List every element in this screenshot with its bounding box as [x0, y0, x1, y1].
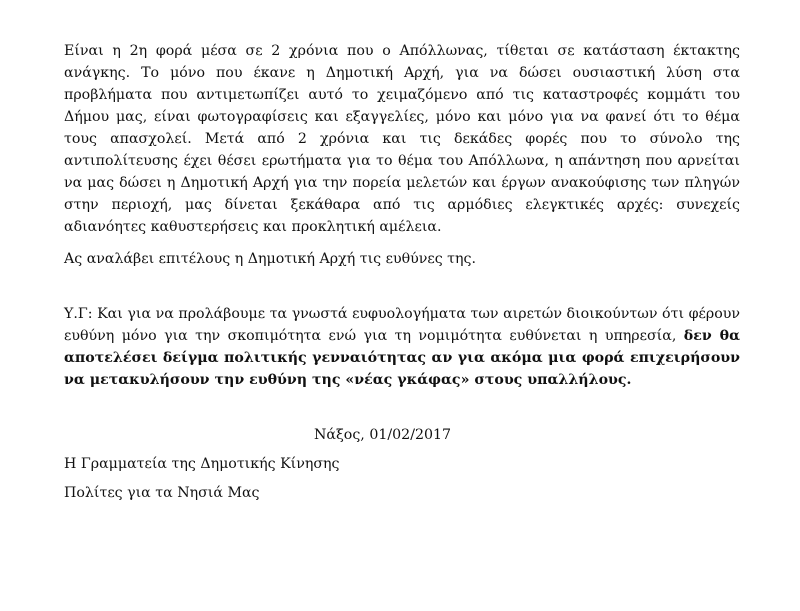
signature-line-2: Πολίτες για τα Νησιά Μας [64, 485, 260, 501]
postscript-bold-text: δεν θα αποτελέσει δείγμα πολιτικής γενναιότητας αν για ακόμα μια φορά επιχειρήσουν να μετακυλήσουν την ευθύνη της «νέας γκάφας» στους υπαλλήλους. [64, 328, 740, 388]
date-line: Νάξος, 01/02/2017 [314, 427, 452, 443]
postscript-text: Υ.Γ: Και για να προλάβουμε τα γνωστά ευφυολογήματα των αιρετών διοικούντων ότι φέρουν ευθύνη μόνο για την σκοπιμότητα ενώ για τη νομιμότητα ευθύνεται η υπηρεσία, [64, 306, 740, 344]
paragraph-postscript [64, 303, 740, 391]
paragraph-main: Είναι η 2η φορά μέσα σε 2 χρόνια που ο Απόλλωνας, τίθεται σε κατάσταση έκτακτης ανάγκης. Το μόνο που έκανε η Δημοτική Αρχή, για να δώσει ουσιαστική λύση στα προβλήματα που αντιμετωπίζει αυτό το χειμαζόμενο από τις καταστροφές κομμάτι του Δήμου μας, είναι φωτογραφίσεις και εξαγγελίες, μόνο και μόνο για να φανεί ότι το θέμα τους απασχολεί. Μετά από 2 χρόνια και τις δεκάδες φορές που το σύνολο της αντιπολίτευσης έχει θέσει ερωτήματα για το θέμα του Απόλλωνα, η απάντηση που αρνείται να μας δώσει η Δημοτική Αρχή για την πορεία μελετών και έργων ανακούφισης των πληγών στην περιοχή, μας δίνεται ξεκάθαρα από τις αρμόδιες ελεγκτικές αρχές: συνεχείς αδιανόητες καθυστερήσεις και προκλητική αμέλεια. [64, 43, 740, 235]
signature-line-1: Η Γραμματεία της Δημοτικής Κίνησης [64, 456, 340, 472]
document-page [64, 40, 740, 511]
paragraph-responsibility: Ας αναλάβει επιτέλους η Δημοτική Αρχή τις ευθύνες της. [64, 251, 476, 267]
